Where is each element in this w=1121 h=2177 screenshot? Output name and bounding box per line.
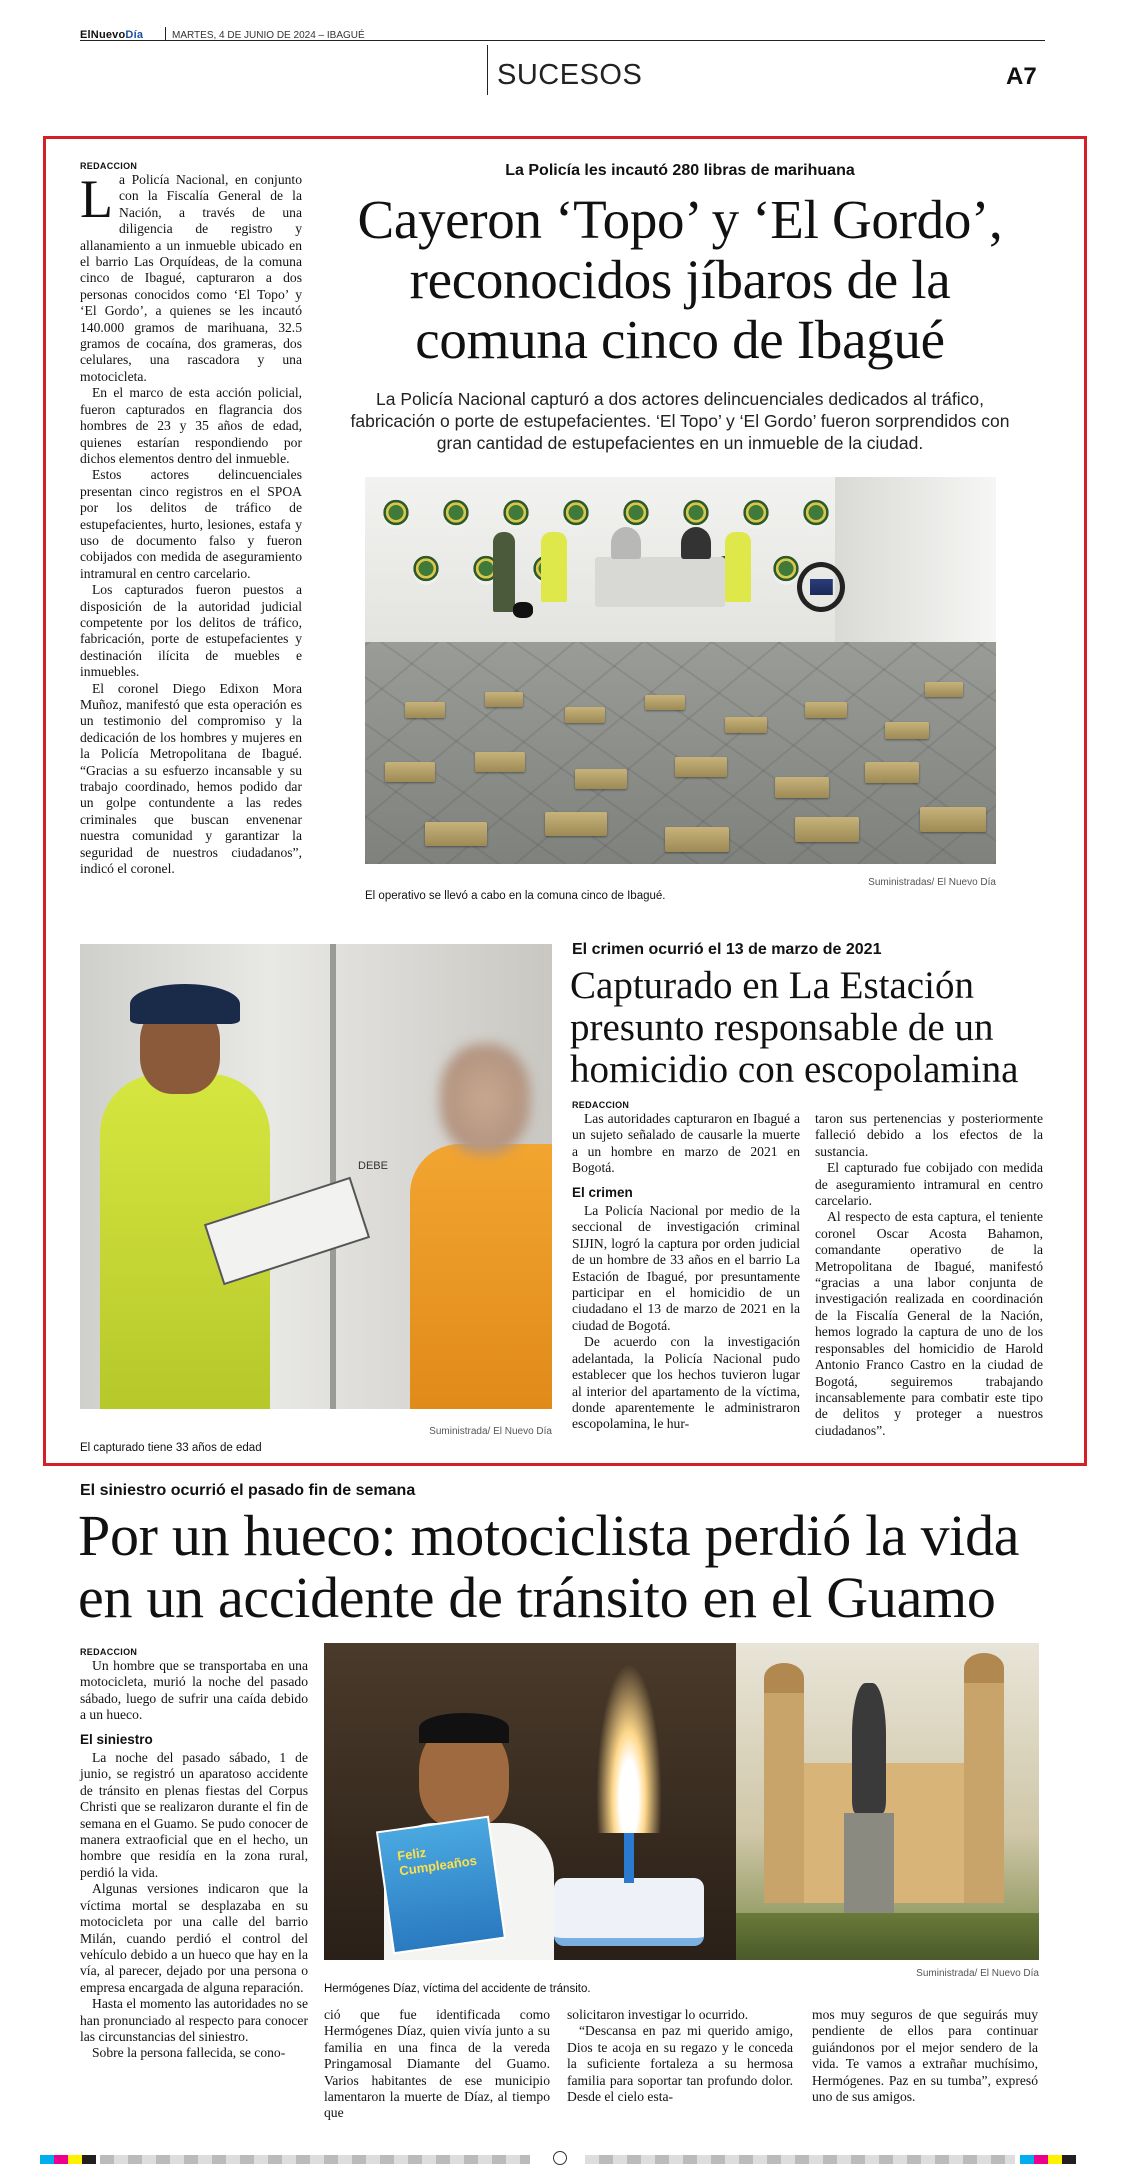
color-bar-black [82,2155,96,2164]
article3-headline: Por un hueco: motociclista perdió la vida en un accidente de tránsito en el Guamo [78,1503,1020,1630]
article3-photo[interactable] [324,1643,1039,1960]
header-divider [165,27,166,41]
color-bar-magenta [1034,2155,1048,2164]
police-crest-icon [743,499,769,529]
article2-paragraph: El capturado fue cobijado con medida de aseguramiento intramural en centro carcelario. [815,1160,1043,1209]
article3-column-1 [80,1658,308,2062]
package [885,722,929,739]
evidence-table [595,557,725,607]
package [775,777,829,798]
police-dog [513,602,533,618]
section-title: SUCESOS [497,59,643,91]
article1-byline: REDACCION [80,161,138,171]
article3-paragraph: La noche del pasado sábado, 1 de junio, se registró un aparatoso accidente de tránsito en plenas fiestas del Corpus Christi que se realizaron durante el fin de semana en el Guamo. Se pudo conocer de manera extraoficial que en el hecho, un hombre que residía en la zona rural, perdió la vida. [80,1750,308,1880]
article3-paragraph: Hasta el momento las autoridades no se han pronunciado al respecto para conocer las circunstancias del siniestro. [80,1996,308,2044]
article1-paragraph-4: Los capturados fueron puestos a disposición de la autoridad judicial competente por los delitos de tráfico, fabricación, porte de estupefacientes y destinación ilícita de muebles e inmuebles. [80,582,302,680]
article3-paragraph: Algunas versiones indicaron que la víctima mortal se desplazaba en su motocicleta por una calle del barrio Milán, cuando perdió el control del vehículo debido a un hueco que hay en la vía, al parecer, dejado por una persona o empresa encargada de alguna reparación. [80,1881,308,1995]
article2-intro: Las autoridades capturaron en Ibagué a un sujeto señalado de causarle la muerte a un hombre en marzo de 2021 en Bogotá. [572,1111,800,1176]
article1-headline: Cayeron ‘Topo’ y ‘El Gordo’, reconocidos jíbaros de la comuna cinco de Ibagué [357,189,1003,370]
package [725,717,767,733]
church-tower-right [964,1673,1004,1903]
article2-headline: Capturado en La Estación presunto responsable de un homicidio con escopolamina [570,964,1019,1091]
article3-byline: REDACCION [80,1647,138,1657]
article1-paragraph-5: El coronel Diego Edixon Mora Muñoz, manifestó que esta operación es un testimonio del compromiso y la dedicación de los hombres y mujeres en la Policía Metropolitana de Ibagué. “Gracias a su esfuerzo incansable y su trabajo coordinado, hemos podido dar un golpe contundente a las redes criminales que buscan envenenar nuestra comunidad y garantizar la seguridad de nuestros ciudadanos”, indicó el coronel. [80,680,302,877]
church-dome-left [764,1663,804,1693]
package [920,807,986,832]
police-crest-icon [413,555,439,585]
article1-paragraph-1-text: a Policía Nacional, en conjunto con la Fiscalía General de la Nación, a través de una diligencia de registro y allanamiento a un inmueble ubicado en el barrio Las Orquídeas, de la comuna cinco de Ibagué, capturaron a dos personas conocidos como ‘El Topo’ y ‘El Gordo’, a quienes se les incautó 140.000 gramos de marihuana, 32.5 gramos de cocaína, dos grameras, dos celulares, una rascadora y una motocicleta. [80,172,302,384]
article1-paragraph-3: Estos actores delincuenciales presentan cinco registros en el SPOA por los delitos de tráfico de estupefacientes, hurto, lesiones, estafa y uso de documento falso y fueron cobijados con medida de aseguramiento intramural en centro carcelario. [80,467,302,581]
blurred-suspect [681,527,711,559]
photo-door-frame [330,944,336,1409]
police-crest-icon [803,499,829,529]
article1-dropcap: L [80,169,113,229]
officer-uniform [493,532,515,612]
church-tower-left [764,1683,804,1903]
article3-kicker: El siniestro ocurrió el pasado fin de semana [80,1482,416,1499]
police-crest-icon [563,499,589,529]
article3-paragraph: mos muy seguros de que seguirás muy pendiente de ellos para continuar guiándonos por el mejor sendero de la vida. Te vamos a extrañar muchísimo, Hermógenes. Paz en su tumba”, expresó uno de sus amigos. [812,2007,1038,2105]
man-hair [419,1713,509,1743]
article3-column-2 [324,2007,550,2122]
brand-el: El [80,29,91,41]
article1-body [80,169,302,877]
article3-subhead: El siniestro [80,1731,153,1747]
plaza-trees [736,1913,1039,1960]
package [805,702,847,718]
color-bar-yellow [1048,2155,1062,2164]
color-bar-cyan [1020,2155,1034,2164]
birthday-card [376,1816,506,1955]
package [545,812,607,836]
motorcycle [797,562,845,612]
package [645,695,685,710]
article2-photo-credit: Suministrada/ El Nuevo Día [429,1426,552,1437]
color-bar-black [1062,2155,1076,2164]
birthday-cake [554,1878,704,1946]
doc-text: DEBE [358,1160,388,1172]
cake-candle [624,1828,634,1883]
birthday-card-text: Feliz Cumpleaños [396,1844,478,1879]
package [665,827,729,852]
police-crest-icon [623,499,649,529]
sparkler [596,1663,662,1833]
brand-logo[interactable] [80,29,143,41]
article1-photo[interactable] [365,477,996,864]
package [575,769,627,789]
article3-column-3 [567,2007,793,2105]
officer-vest [725,532,751,602]
article2-photo[interactable] [80,944,552,1409]
registration-mark-icon [553,2151,567,2165]
police-crest-icon [503,499,529,529]
article1-paragraph-1 [80,169,302,385]
article2-byline: REDACCION [572,1100,630,1110]
article3-photo-caption: Hermógenes Díaz, víctima del accidente de tránsito. [324,1983,591,1995]
package [675,757,727,777]
article3-paragraph: solicitaron investigar lo ocurrido. [567,2007,749,2022]
article3-paragraph: “Descansa en paz mi querido amigo, Dios te acoja en su regazo y le conceda la suficiente fortaleza a su hermosa familia para soportar tan profundo dolor. Desde el cielo esta- [567,2023,793,2105]
article2-paragraph: La Policía Nacional por medio de la seccional de investigación criminal SIJIN, logró la captura por orden judicial de un hombre de 33 años en el barrio La Estación de Ibagué, por presuntamente participar en el homicidio de un ciudadano el 13 de marzo de 2021 en la ciudad de Bogotá. [572,1203,800,1333]
article1-paragraph-2: En el marco de esta acción policial, fueron capturados en flagrancia dos hombres de 23 y 35 años de edad, quienes estarían respondiendo por dichos elementos dentro del inmueble. [80,385,302,466]
police-crest-icon [683,499,709,529]
package [475,752,525,772]
color-bar-gray [585,2155,1015,2164]
article1-photo-credit: Suministradas/ El Nuevo Día [868,877,996,888]
police-crest-icon [773,555,799,585]
article1-kicker: La Policía les incautó 280 libras de marihuana [505,162,855,179]
article1-deck: La Policía Nacional capturó a dos actores delincuenciales dedicados al tráfico, fabricación o porte de estupefacientes. ‘El Topo’ y ‘El Gordo’ fueron sorprendidos con gran cantidad de estupefacientes en un inmueble de la ciudad. [350,389,1010,453]
package [485,692,523,707]
officer-cap [130,984,240,1024]
blurred-suspect [611,527,641,559]
article2-photo-caption: El capturado tiene 33 años de edad [80,1442,262,1454]
package [925,682,963,697]
article3-intro: Un hombre que se transportaba en una motocicleta, murió la noche del pasado sábado, luego de sufrir una caída debido a un hueco. [80,1658,308,1723]
package [425,822,487,846]
article3-paragraph: ció que fue identificada como Hermógenes Díaz, quien vivía junto a su familia en una finca de la vereda Pringamosal Diamante del Guamo. Varios habitantes de ese municipio lamentaron la muerte de Díaz, al tiempo que [324,2007,550,2121]
color-bar-cyan [40,2155,54,2164]
package [865,762,919,783]
article2-paragraph: taron sus pertenencias y posteriormente falleció debido a los efectos de la sustancia. [815,1111,1043,1159]
article2-column-2 [815,1111,1043,1439]
article2-paragraph: De acuerdo con la investigación adelantada, la Policía Nacional pudo establecer que los hechos tuvieron lugar al interior del apartamento de la víctima, donde aparentemente le administraron escopolamina, le hur- [572,1334,800,1432]
officer-vest [541,532,567,602]
color-bar-gray [100,2155,530,2164]
article2-column-1 [572,1111,800,1433]
brand-nuevo: Nuevo [90,29,126,41]
article3-column-4 [812,2007,1038,2105]
article3-paragraph: Sobre la persona fallecida, se cono- [92,2045,286,2061]
suspect-shirt [410,1144,552,1409]
police-crest-icon [443,499,469,529]
color-bar-yellow [68,2155,82,2164]
photo-doorway [835,477,996,667]
page-number: A7 [1006,63,1037,90]
package [405,702,445,718]
statue [852,1683,886,1813]
article2-kicker: El crimen ocurrió el 13 de marzo de 2021 [572,941,882,958]
church-dome-right [964,1653,1004,1683]
article2-subhead: El crimen [572,1184,633,1200]
article2-paragraph: Al respecto de esta captura, el teniente coronel Oscar Acosta Bahamon, comandante operativo de la Metropolitana de Ibagué, manifestó “gracias a una labor conjunta de investigación realizada en coordinación de la Fiscalía General de la Nación, hemos logrado la captura de uno de los responsables del homicidio de Harold Antonio Franco Castro en la ciudad de Bogotá, seguiremos trabajando incansablemente para combatir este tipo de delitos y proteger a nuestros ciudadanos”. [815,1209,1043,1438]
package [385,762,435,782]
police-crest-icon [383,499,409,529]
color-bar-magenta [54,2155,68,2164]
article3-photo-credit: Suministrada/ El Nuevo Día [916,1968,1039,1979]
package [565,707,605,723]
issue-date: MARTES, 4 DE JUNIO DE 2024 – IBAGUÉ [172,30,365,41]
article1-photo-caption: El operativo se llevó a cabo en la comuna cinco de Ibagué. [365,890,666,902]
section-divider [487,45,488,95]
package [795,817,859,842]
brand-dia: Día [125,29,144,41]
blurred-face [440,1044,530,1154]
